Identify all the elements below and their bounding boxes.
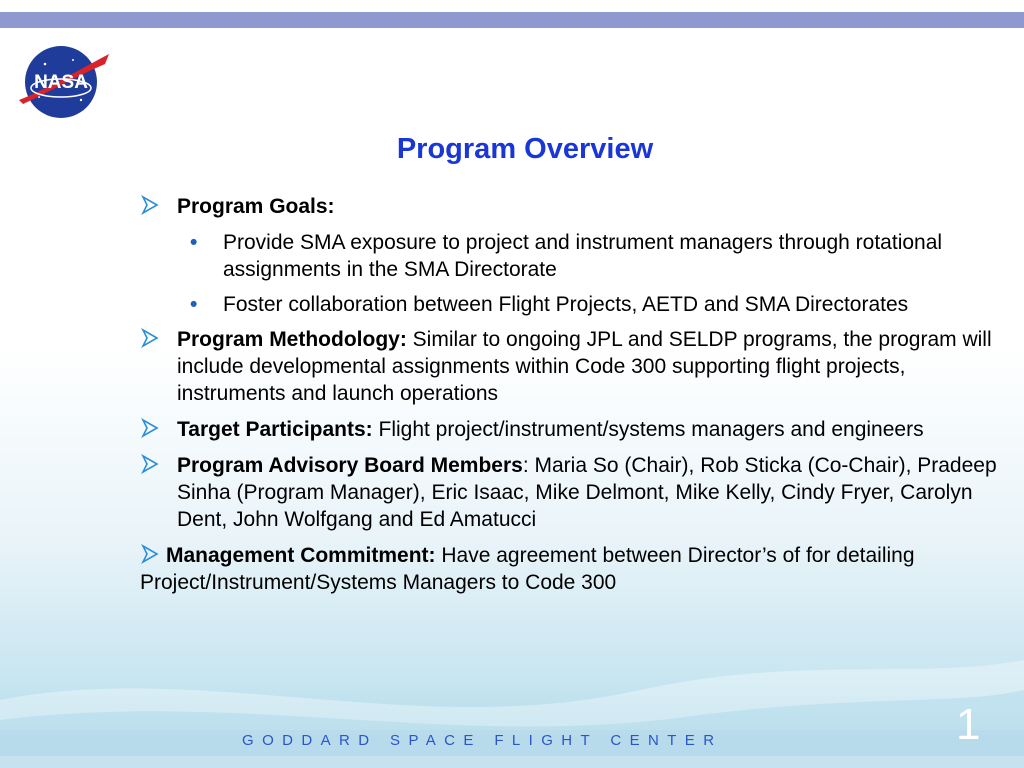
footer-text: GODDARD SPACE FLIGHT CENTER: [242, 732, 723, 749]
bullet-label: Program Goals:: [177, 195, 335, 218]
svg-text:NASA: NASA: [34, 72, 88, 93]
arrow-bullet-icon: [140, 195, 160, 215]
sub-bullet-goal-1: [140, 229, 1000, 283]
bullet-text: Flight project/instrument/systems managers and engineers: [372, 418, 924, 441]
slide-content: [140, 193, 1000, 605]
bottom-strip: [0, 756, 1024, 768]
bullet-text: : Maria So (Chair), Rob Sticka (Co-Chair), Pradeep Sinha (Program Manager), Eric Isaac, Mike Delmont, Mike Kelly, Cindy Fryer, Carolyn Dent, John Wolfgang and Ed Amatucci: [177, 454, 997, 531]
bullet-label: Management Commitment:: [166, 544, 436, 567]
bullet-label: Program Advisory Board Members: [177, 454, 523, 477]
sub-bullet-text: Provide SMA exposure to project and instrument managers through rotational assignments in the SMA Directorate: [223, 231, 943, 281]
arrow-bullet-icon: [140, 454, 160, 474]
bullet-target-participants: [140, 416, 1000, 443]
bullet-program-methodology: [140, 326, 1000, 407]
sub-bullet-text: Foster collaboration between Flight Projects, AETD and SMA Directorates: [223, 293, 909, 316]
nasa-logo: [15, 42, 111, 122]
dot-bullet-icon: •: [190, 293, 198, 316]
bullet-text: Have agreement between Director’s of for detailing Project/Instrument/Systems Managers to Code 300: [140, 544, 915, 594]
arrow-bullet-icon: [140, 418, 160, 438]
bullet-text: Similar to ongoing JPL and SELDP programs, the program will include developmental assignments within Code 300 supporting flight projects, instruments and launch operations: [177, 328, 992, 405]
arrow-bullet-icon: [140, 544, 160, 564]
bullet-label: Program Methodology:: [177, 328, 407, 351]
slide-title: Program Overview: [396, 133, 654, 165]
bullet-program-goals: [140, 193, 1000, 220]
bullet-advisory-board: [140, 452, 1000, 533]
sub-bullet-goal-2: [140, 291, 1000, 318]
dot-bullet-icon: •: [190, 231, 198, 254]
arrow-bullet-icon: [140, 328, 160, 348]
top-bar: [0, 12, 1024, 28]
bullet-label: Target Participants:: [177, 418, 373, 441]
page-number: 1: [956, 700, 981, 749]
bullet-management-commitment: [140, 542, 1000, 596]
